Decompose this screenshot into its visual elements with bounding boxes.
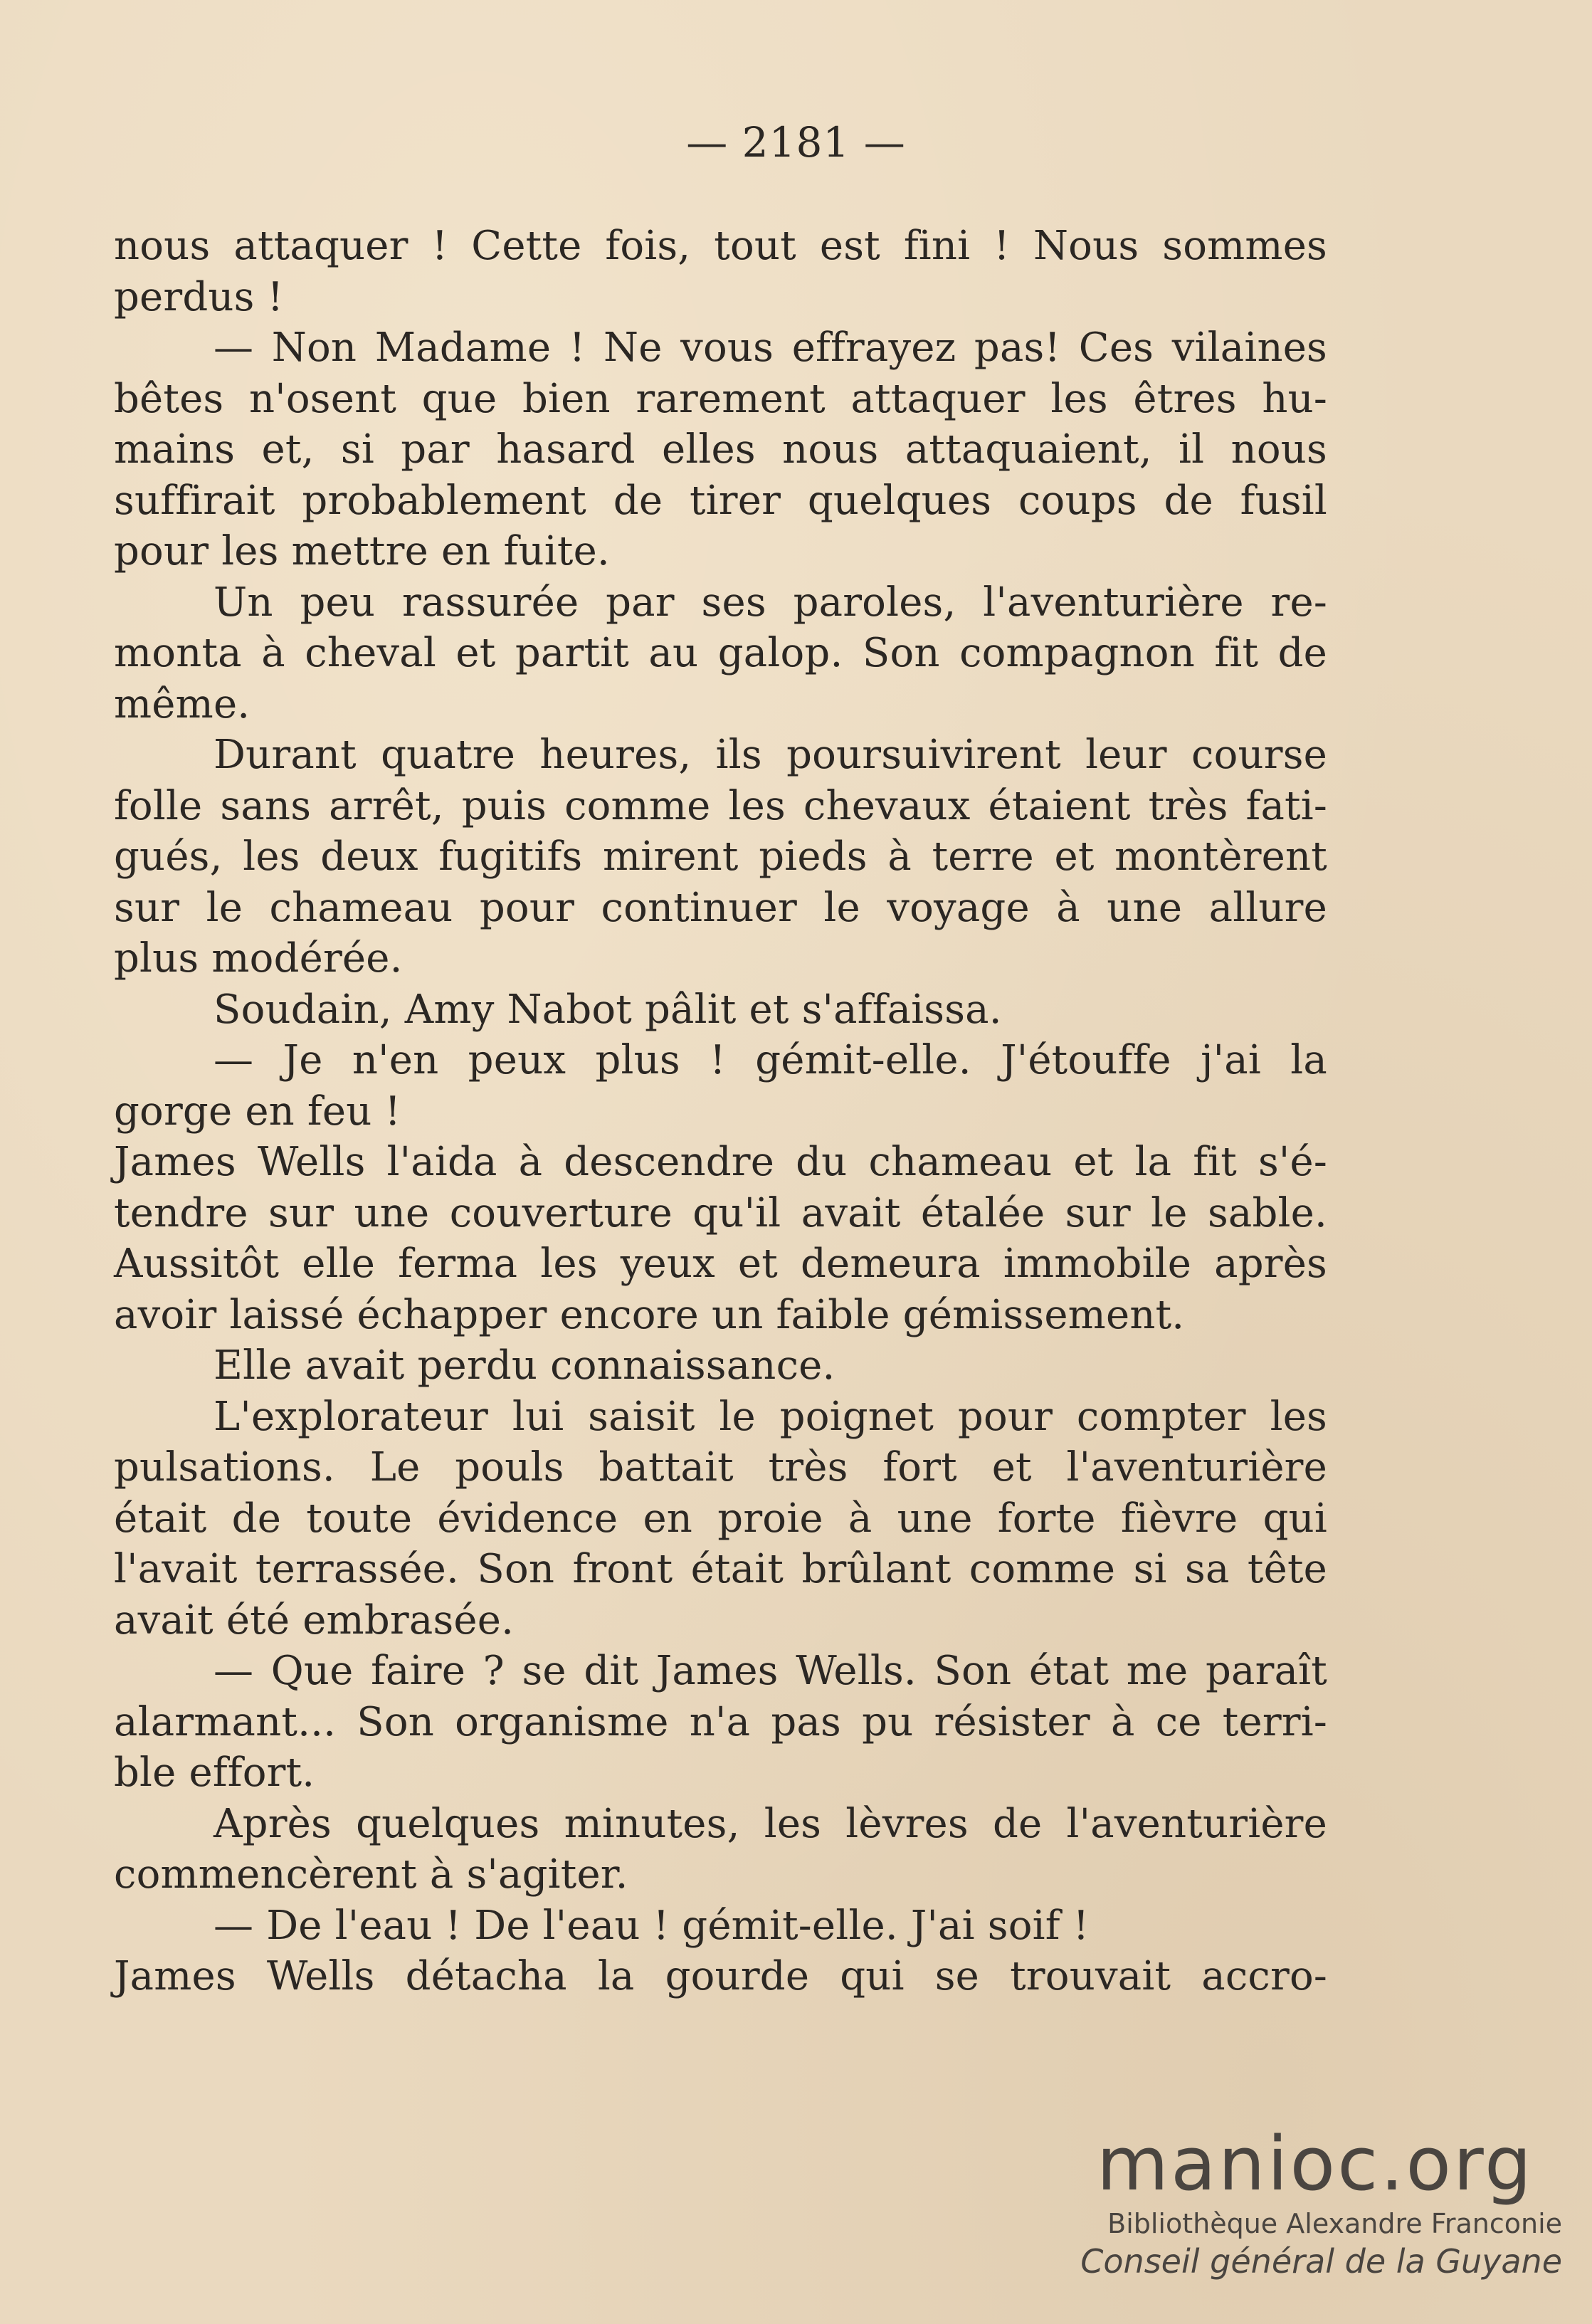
text-line: gorge en feu ! bbox=[114, 1088, 401, 1135]
text-line: commencèrent à s'agiter. bbox=[114, 1851, 628, 1898]
text-line: bêtes n'osent que bien rarement attaquer les êtres hu- bbox=[114, 375, 1327, 422]
text-line: Aussitôt elle ferma les yeux et demeura immobile après bbox=[114, 1241, 1327, 1287]
council-name: Conseil général de la Guyane bbox=[1080, 2242, 1562, 2281]
text-line: mains et, si par hasard elles nous attaquaient, il nous bbox=[114, 426, 1327, 473]
text-line: pour les mettre en fuite. bbox=[114, 528, 610, 574]
text-line: Un peu rassurée par ses paroles, l'aventurière re- bbox=[214, 579, 1327, 626]
text-line: nous attaquer ! Cette fois, tout est fini ! Nous sommes bbox=[114, 223, 1327, 269]
text-line: pulsations. Le pouls battait très fort et l'aventurière bbox=[114, 1444, 1327, 1490]
text-line: Soudain, Amy Nabot pâlit et s'affaissa. bbox=[214, 986, 1002, 1033]
library-name: Bibliothèque Alexandre Franconie bbox=[1107, 2208, 1562, 2239]
text-line: était de toute évidence en proie à une forte fièvre qui bbox=[114, 1495, 1327, 1542]
text-line: ble effort. bbox=[114, 1750, 315, 1796]
manioc-logo[interactable]: manioc.org bbox=[1096, 2120, 1534, 2207]
text-line: suffirait probablement de tirer quelques coups de fusil bbox=[114, 477, 1327, 524]
text-line: Elle avait perdu connaissance. bbox=[214, 1342, 835, 1389]
text-line: sur le chameau pour continuer le voyage à une allure bbox=[114, 884, 1327, 931]
text-line: — Je n'en peux plus ! gémit-elle. J'étouffe j'ai la bbox=[214, 1037, 1327, 1083]
text-line: James Wells l'aida à descendre du chameau et la fit s'é- bbox=[114, 1139, 1327, 1185]
text-line: avoir laissé échapper encore un faible gémissement. bbox=[114, 1291, 1185, 1338]
text-line: plus modérée. bbox=[114, 935, 403, 982]
text-line: — Que faire ? se dit James Wells. Son état me paraît bbox=[214, 1648, 1327, 1694]
text-line: — De l'eau ! De l'eau ! gémit-elle. J'ai soif ! bbox=[214, 1902, 1090, 1949]
text-line: alarmant... Son organisme n'a pas pu résister à ce terri- bbox=[114, 1698, 1327, 1745]
text-line: l'avait terrassée. Son front était brûlant comme si sa tête bbox=[114, 1546, 1327, 1592]
text-line: perdus ! bbox=[114, 273, 284, 320]
text-line: L'explorateur lui saisit le poignet pour compter les bbox=[214, 1393, 1327, 1440]
text-line: même. bbox=[114, 680, 251, 727]
text-line: gués, les deux fugitifs mirent pieds à terre et montèrent bbox=[114, 834, 1327, 880]
page-number: — 2181 — bbox=[686, 118, 906, 167]
manioc-watermark bbox=[1071, 2120, 1562, 2281]
text-line: James Wells détacha la gourde qui se trouvait accro- bbox=[114, 1953, 1327, 1999]
text-line: Après quelques minutes, les lèvres de l'aventurière bbox=[214, 1800, 1327, 1847]
text-line: — Non Madame ! Ne vous effrayez pas! Ces vilaines bbox=[214, 325, 1327, 371]
text-line: avait été embrasée. bbox=[114, 1597, 515, 1644]
text-line: folle sans arrêt, puis comme les chevaux étaient très fati- bbox=[114, 782, 1327, 829]
text-line: monta à cheval et partit au galop. Son compagnon fit de bbox=[114, 630, 1327, 676]
text-line: Durant quatre heures, ils poursuivirent leur course bbox=[214, 732, 1327, 778]
text-line: tendre sur une couverture qu'il avait étalée sur le sable. bbox=[114, 1189, 1327, 1236]
page-body-text bbox=[114, 221, 1327, 2002]
